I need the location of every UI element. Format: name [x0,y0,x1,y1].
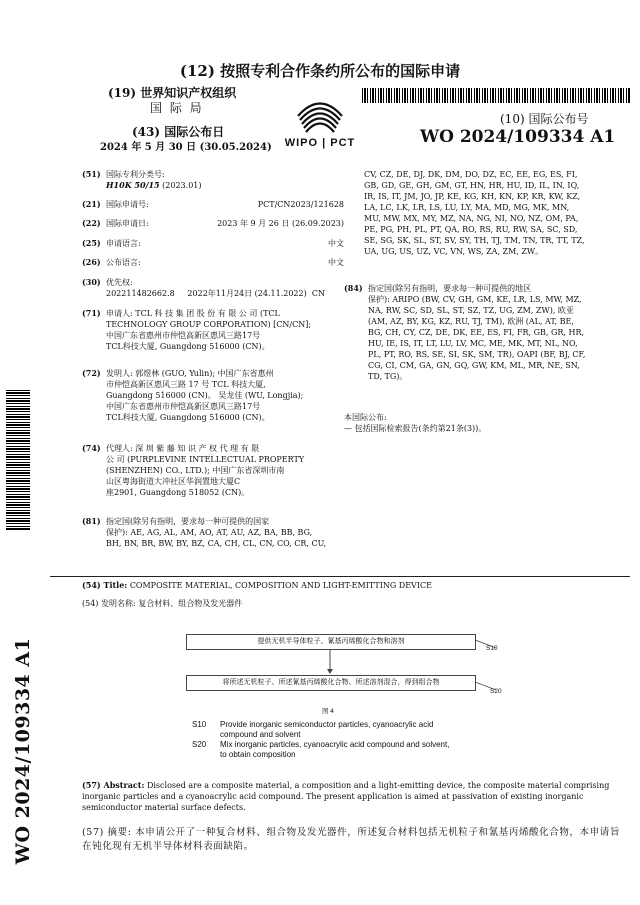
field-26: (26) 公布语言: 中文 [82,257,344,267]
side-pub-number: WO 2024/109334 A1 [12,637,34,865]
wipo-emblem-icon [280,86,360,136]
flowchart [186,630,502,706]
arrow-down-icon [327,669,333,674]
org-line2: 国 际 局 [150,101,204,115]
publication-notes: 本国际公布: — 包括国际检索报告(条约第21条(3))。 [344,413,487,433]
title-en: (54) Title: COMPOSITE MATERIAL, COMPOSITION AND LIGHT-EMITTING DEVICE [82,580,432,590]
pub-date: 2024 年 5 月 30 日 (30.05.2024) [100,142,272,153]
field-25: (25) 申请语言: 中文 [82,238,344,248]
abstract-cn: (57) 摘要: 本申请公开了一种复合材料、组合物及发光器件，所述复合材料包括无机粒子和氰基丙烯酸化合物，本申请旨在钝化现有无机半导体材料表面缺陷。 [82,827,620,852]
field-74: (74) 代理人: 深 圳 紫 藤 知 识 产 权 代 理 有 限 公 司 (PURPLEVINE INTELLECTUAL PROPERTY (SHENZHEN) CO., LTD.); 中国广东省深圳市南 山区粤海街道大冲社区华润置地大厦C 座2901, Guangdong 518052 (CN)。 [82,443,305,497]
wipo-logo [280,86,360,156]
field-21: (21) 国际申请号: PCT/CN2023/121628 [82,199,344,209]
field-81: (81) 指定国(除另有指明，要求每一种可提供的国家 保护): AE, AG, AL, AM, AO, AT, AU, AZ, BA, BB, BG, BH, BN, BR, BW, BY, BZ, CA, CH, CL, CN, CO, CR, CU, [82,516,327,548]
barcode-vertical [6,390,30,530]
field-71: (71) 申请人: TCL 科 技 集 团 股 份 有 限 公 司 (TCL TECHNOLOGY GROUP CORPORATION) [CN/CN]; 中国广东省惠州市仲恺高新区惠风三路17号 TCL科技大厦, Guangdong 516000 (CN)。 [82,308,312,351]
figure-legend: S10 Provide inorganic semiconductor particles, cyanoacrylic acid compound and solvent S20 Mix inorganic particles, cyanoacrylic acid compound and solvent, to obtain composition [192,720,492,760]
legend-item: S20 Mix inorganic particles, cyanoacrylic acid compound and solvent, [192,740,450,749]
pub-no-label: (10) 国际公布号 [500,112,589,126]
field-30: (30) 优先权: 202211482662.8 2022年11月24日 (24.11.2022) CN [82,277,325,298]
flow-tag-s20: S20 [490,688,502,695]
flow-step-s20: 将所述无机粒子、所述氰基丙烯酸化合物、所述溶剂混合，得到组合物 [186,675,476,691]
title-cn: (54) 发明名称: 复合材料、组合物及发光器件 [82,599,243,608]
flow-connectors [186,630,506,706]
barcode-horizontal [362,88,630,103]
flow-tag-s10: S10 [486,645,498,652]
field-72: (72) 发明人: 郭煜林 (GUO, Yulin); 中国广东省惠州 市仲恺高新区惠风三路 17 号 TCL 科技大厦, Guangdong 516000 (CN)。 吴龙佳 (WU, Longjia); 中国广东省惠州市仲恺高新区惠风三路17号 TCL科技大厦, Guangdong 516000 (CN)。 [82,368,304,422]
doc-title: (12) 按照专利合作条约所公布的国际申请 [179,62,461,80]
pub-no: WO 2024/109334 A1 [420,127,616,147]
abstract-en: (57) Abstract: Disclosed are a composite material, a composition and a light-emitting device, the composite material comprising inorganic particles and a cyanoacrylic acid compound. The present application is aimed at passivation of existing inorganic semiconductor material surface defects. [82,780,610,812]
field-84: (84) 指定国(除另有指明，要求每一种可提供的地区 保护): ARIPO (BW, CV, GH, GM, KE, LR, LS, MW, MZ, NA, RW, SC, SD, SL, ST, SZ, TZ, UG, ZM, ZW), 欧亚 (AM, AZ, BY, KG, KZ, RU, TJ, TM), 欧洲 (AL, AT, BE, BG, CH, CY, CZ, DE, DK, EE, ES, FI, FR, GB, GR, HR, HU, IE, IS, IT, LT, LU, LV, MC, ME, MK, MT, NL, NO, PL, PT, RO, RS, SE, SI, SK, SM, TR), OAPI (BF, BJ, CF, CG, CI, CM, GA, GN, GQ, GW, KM, ML, MR, NE, SN, TD, TG)。 [344,283,586,381]
pub-date-label: (43) 国际公布日 [132,125,225,139]
flow-step-s10: 提供无机半导体粒子、氰基丙烯酸化合物和溶剂 [186,634,476,650]
section-divider [50,576,630,577]
field-22: (22) 国际申请日: 2023 年 9 月 26 日 (26.09.2023) [82,218,344,228]
figure-caption: 图 4 [322,708,334,715]
wipo-logo-text: WIPO | PCT [284,137,356,149]
field-81-continued: CV, CZ, DE, DJ, DK, DM, DO, DZ, EC, EE, EG, ES, FI, GB, GD, GE, GH, GM, GT, HN, HR, HU, ID, IL, IN, IQ, IR, IS, IT, JM, JO, JP, KE, KG, KH, KN, KP, KR, KW, KZ, LA, LC, LK, LR, LS, LU, LY, MA, MD, MG, MK, MN, MU, MW, MX, MY, MZ, NA, NG, NI, NO, NZ, OM, PA, PE, PG, PH, PL, PT, QA, RO, RS, RU, RW, SA, SC, SD, SE, SG, SK, SL, ST, SV, SY, TH, TJ, TM, TN, TR, TT, TZ, UA, UG, US, UZ, VC, VN, WS, ZA, ZM, ZW。 [364,170,585,256]
org-line1: (19) 世界知识产权组织 [108,86,237,100]
field-51: (51) 国际专利分类号: H10K 50/15 (2023.01) [82,169,202,190]
legend-item: S10 Provide inorganic semiconductor particles, cyanoacrylic acid [192,720,434,729]
